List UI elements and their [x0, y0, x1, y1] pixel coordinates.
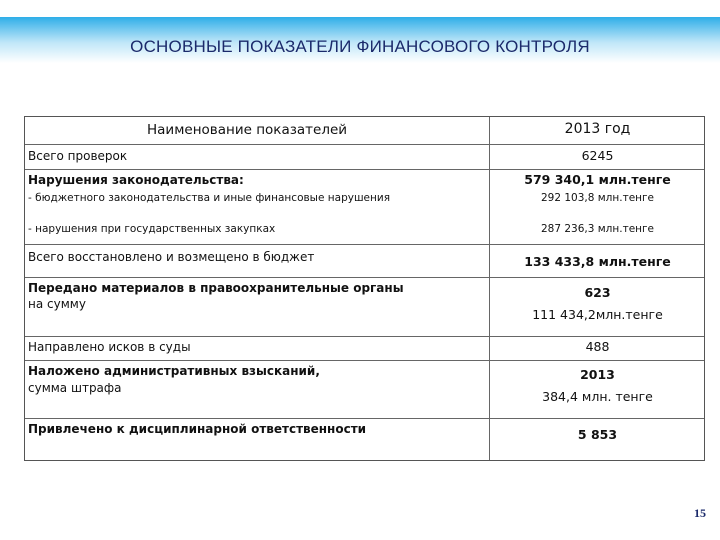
slide-title: ОСНОВНЫЕ ПОКАЗАТЕЛИ ФИНАНСОВОГО КОНТРОЛЯ [130, 37, 590, 56]
row-value: 287 236,3 млн.тенге [540, 223, 655, 235]
row-divider [25, 418, 704, 419]
row-label: Наложено административных взысканий, [28, 364, 320, 378]
row-label: - нарушения при государственных закупках [28, 223, 276, 235]
row-label: Всего проверок [28, 149, 128, 163]
indicators-table [24, 116, 705, 461]
row-label: Передано материалов в правоохранительные органы [28, 281, 404, 295]
column-header-year: 2013 год [564, 121, 631, 137]
row-value: 5 853 [577, 427, 618, 442]
row-value: 488 [585, 339, 610, 354]
row-label: Направлено исков в суды [28, 340, 191, 354]
row-divider [25, 360, 704, 361]
row-value: 2013 [580, 367, 615, 382]
column-header-name: Наименование показателей [147, 122, 348, 138]
row-value-amount: 384,4 млн. тенге [542, 389, 653, 404]
row-divider [25, 336, 704, 337]
row-value: 292 103,8 млн.тенге [540, 192, 655, 204]
row-value: 6245 [581, 148, 614, 163]
row-label: Всего восстановлено и возмещено в бюджет [28, 250, 315, 264]
row-label: Привлечено к дисциплинарной ответственности [28, 422, 367, 436]
row-label-continued: на сумму [28, 297, 86, 311]
row-divider [25, 277, 704, 278]
row-label-continued: сумма штрафа [28, 381, 122, 395]
row-value: 133 433,8 млн.тенге [524, 254, 671, 269]
row-value: 623 [584, 285, 611, 300]
row-label: Нарушения законодательства: [28, 173, 244, 187]
row-divider [25, 169, 704, 170]
row-value-amount: 111 434,2млн.тенге [532, 307, 663, 322]
row-value: 579 340,1 млн.тенге [524, 172, 671, 187]
page-number: 15 [694, 506, 706, 520]
row-divider [25, 244, 704, 245]
row-divider [25, 144, 704, 145]
row-label: - бюджетного законодательства и иные финансовые нарушения [28, 192, 391, 204]
